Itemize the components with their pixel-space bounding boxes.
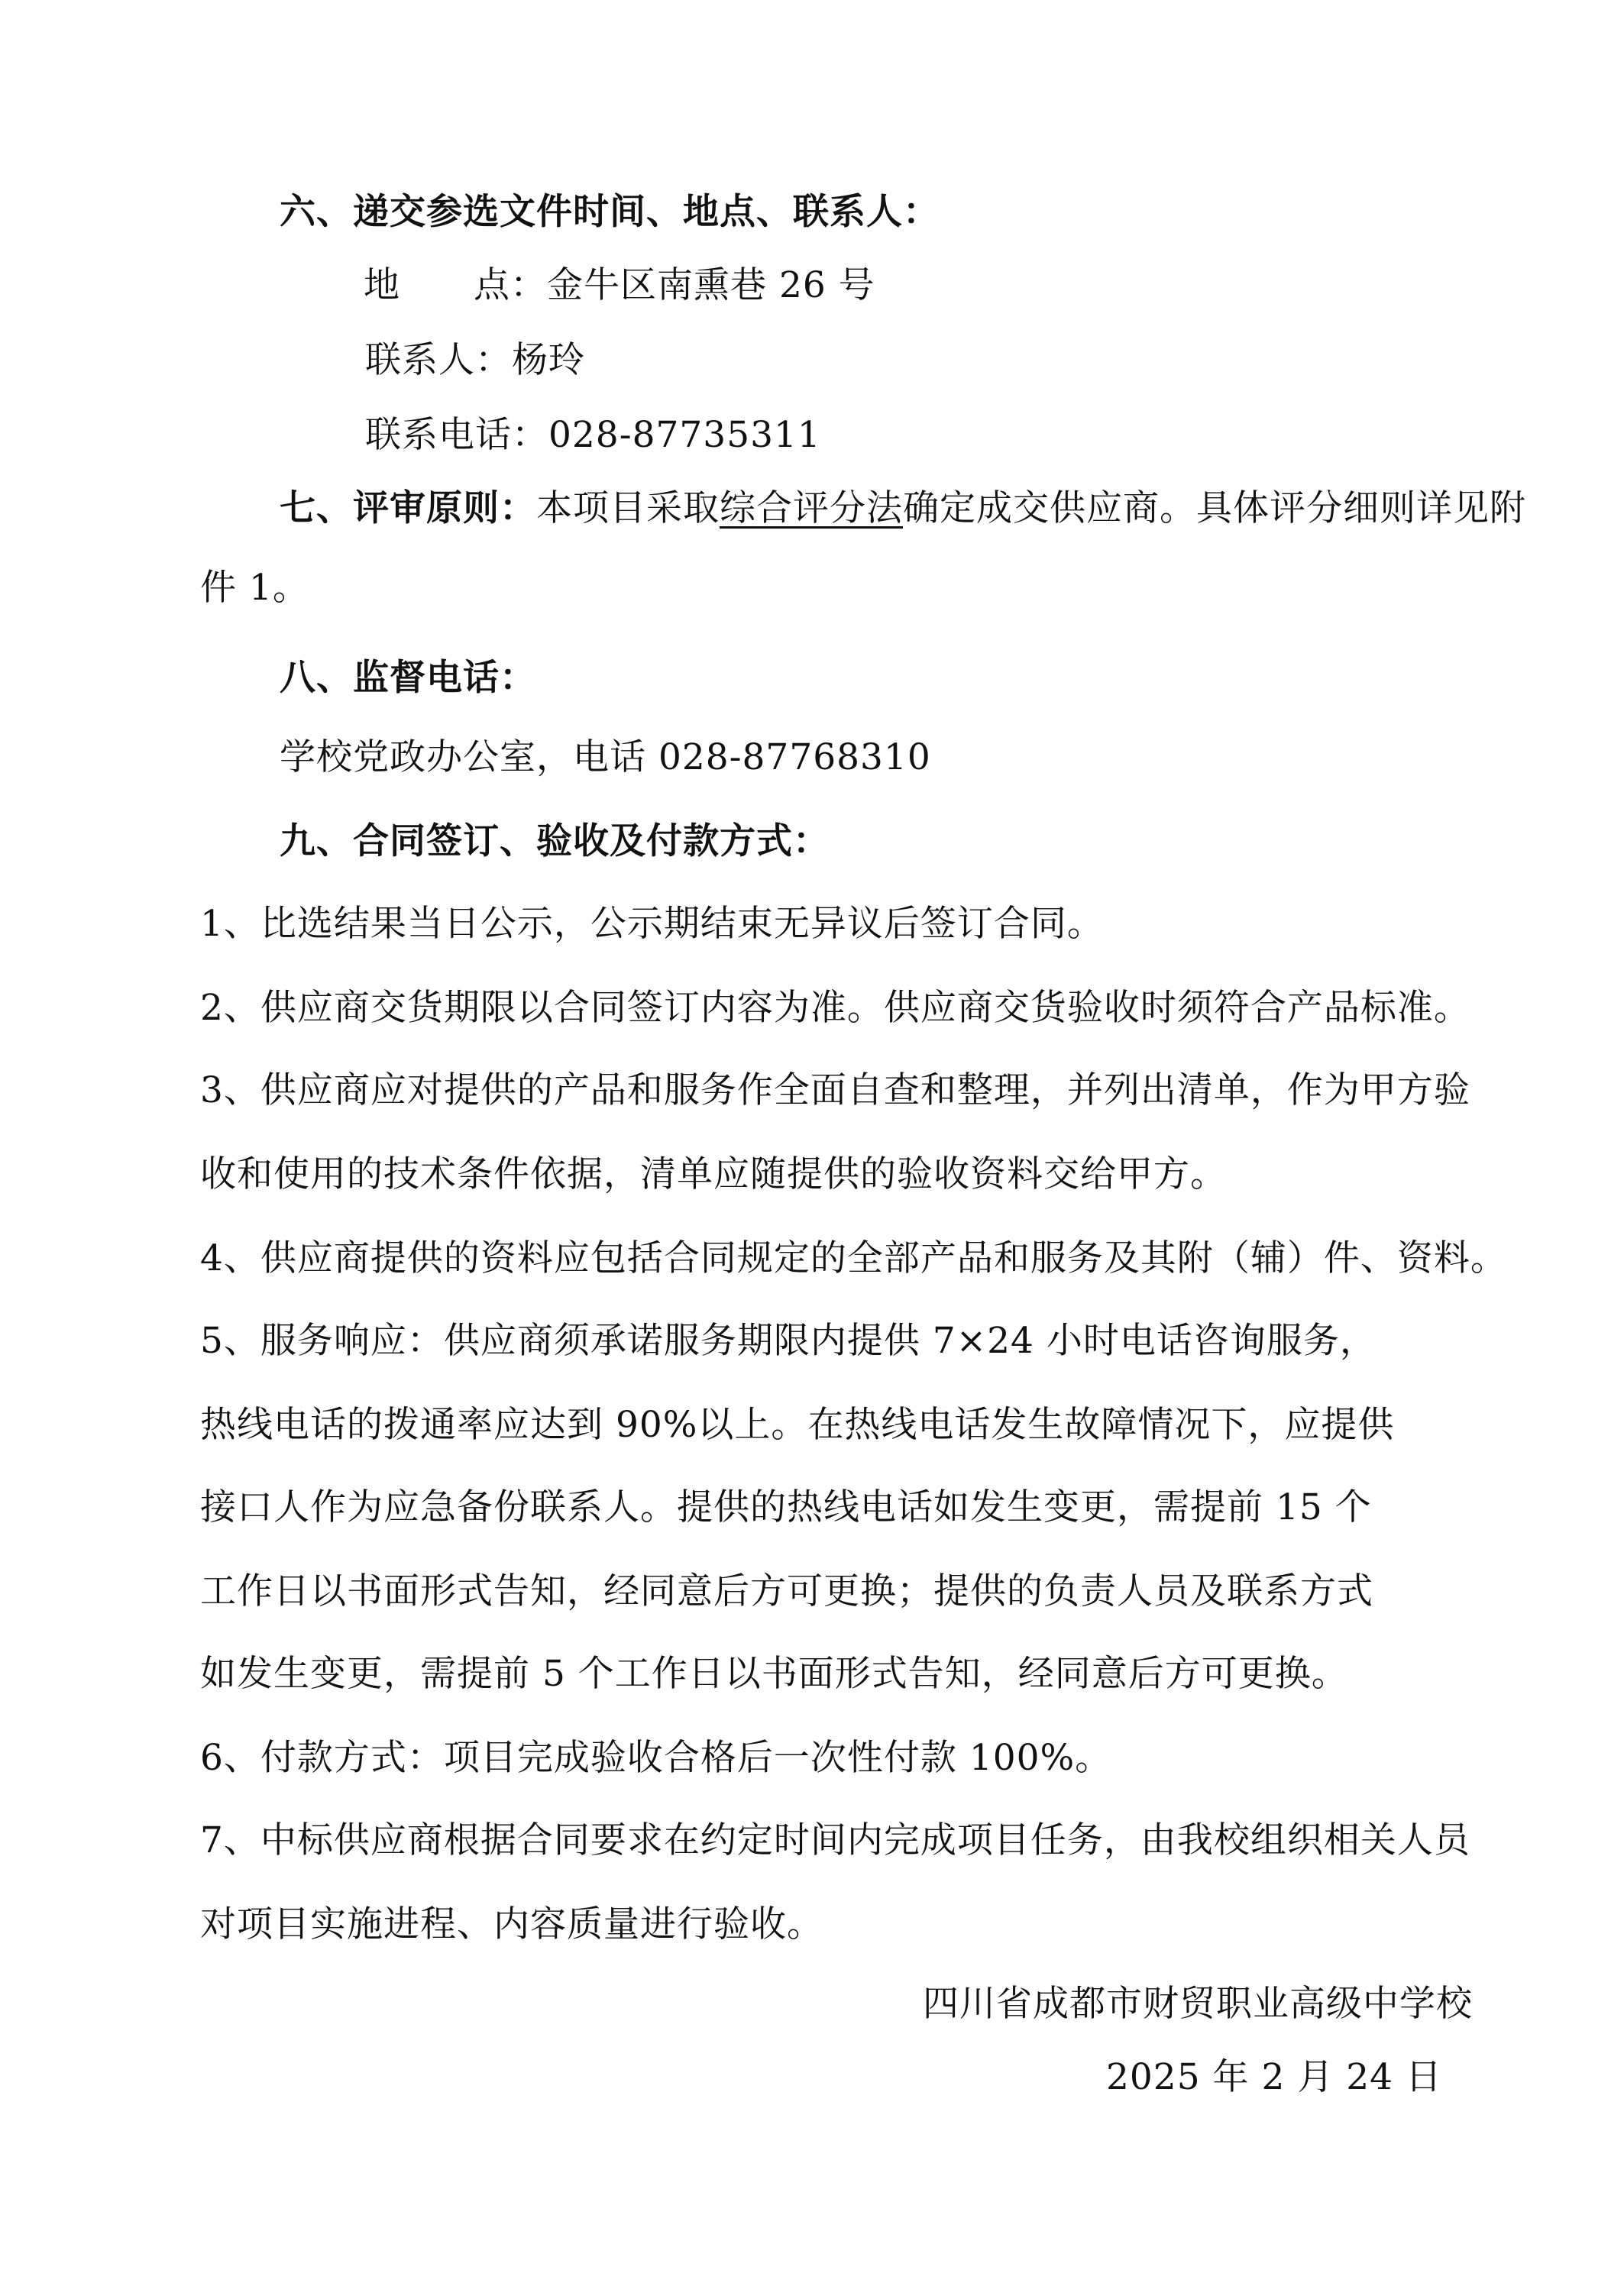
evaluation-method: 综合评分法: [720, 487, 903, 529]
section9-item3-line1: 3、供应商应对提供的产品和服务作全面自查和整理，并列出清单，作为甲方验: [200, 1069, 1470, 1111]
section7-text-after: 确定成交供应商。具体评分细则详见附: [903, 487, 1526, 529]
section9-item7-line1: 7、中标供应商根据合同要求在约定时间内完成项目任务，由我校组织相关人员: [200, 1819, 1470, 1861]
section8-text: 学校党政办公室，电话 028-87768310: [280, 736, 931, 778]
section7-line2: 件 1。: [200, 567, 309, 609]
section7-line1: [280, 486, 1526, 532]
section9-item5-line5: 如发生变更，需提前 5 个工作日以书面形式告知，经同意后方可更换。: [200, 1653, 1348, 1695]
section6-contact: [365, 338, 585, 383]
contact-label: 联系人：: [365, 339, 512, 381]
section9-item6: 6、付款方式：项目完成验收合格后一次性付款 100%。: [200, 1737, 1112, 1779]
section9-item4: 4、供应商提供的资料应包括合同规定的全部产品和服务及其附（辅）件、资料。: [200, 1237, 1507, 1279]
section6-phone: [365, 412, 821, 458]
contact-value: 杨玲: [512, 339, 585, 381]
signature-organization: 四川省成都市财贸职业高级中学校: [923, 1983, 1473, 2025]
section7-heading: 七、评审原则：: [280, 487, 536, 529]
signature-date: 2025 年 2 月 24 日: [1106, 2056, 1443, 2098]
location-label: 地 点：: [364, 264, 547, 306]
section9-item5-line3: 接口人作为应急备份联系人。提供的热线电话如发生变更，需提前 15 个: [200, 1486, 1372, 1528]
section8-heading: 八、监督电话：: [280, 657, 536, 699]
section9-item5-line1: 5、服务响应：供应商须承诺服务期限内提供 7×24 小时电话咨询服务，: [200, 1320, 1377, 1362]
location-value: 金牛区南熏巷 26 号: [547, 264, 875, 306]
phone-label: 联系电话：: [365, 414, 548, 456]
section9-item7-line2: 对项目实施进程、内容质量进行验收。: [200, 1903, 823, 1945]
section7-text-before: 本项目采取: [536, 487, 720, 529]
section6-location: [364, 263, 875, 309]
section9-item5-line2: 热线电话的拨通率应达到 90%以上。在热线电话发生故障情况下，应提供: [200, 1404, 1395, 1446]
section9-item3-line2: 收和使用的技术条件依据，清单应随提供的验收资料交给甲方。: [200, 1153, 1227, 1195]
phone-value: 028-87735311: [548, 414, 821, 456]
section9-item1: 1、比选结果当日公示，公示期结束无异议后签订合同。: [200, 903, 1104, 945]
section9-item2: 2、供应商交货期限以合同签订内容为准。供应商交货验收时须符合产品标准。: [200, 987, 1470, 1029]
section6-heading: 六、递交参选文件时间、地点、联系人：: [280, 191, 940, 233]
section9-heading: 九、合同签订、验收及付款方式：: [280, 820, 830, 862]
section9-item5-line4: 工作日以书面形式告知，经同意后方可更换；提供的负责人员及联系方式: [200, 1570, 1373, 1612]
